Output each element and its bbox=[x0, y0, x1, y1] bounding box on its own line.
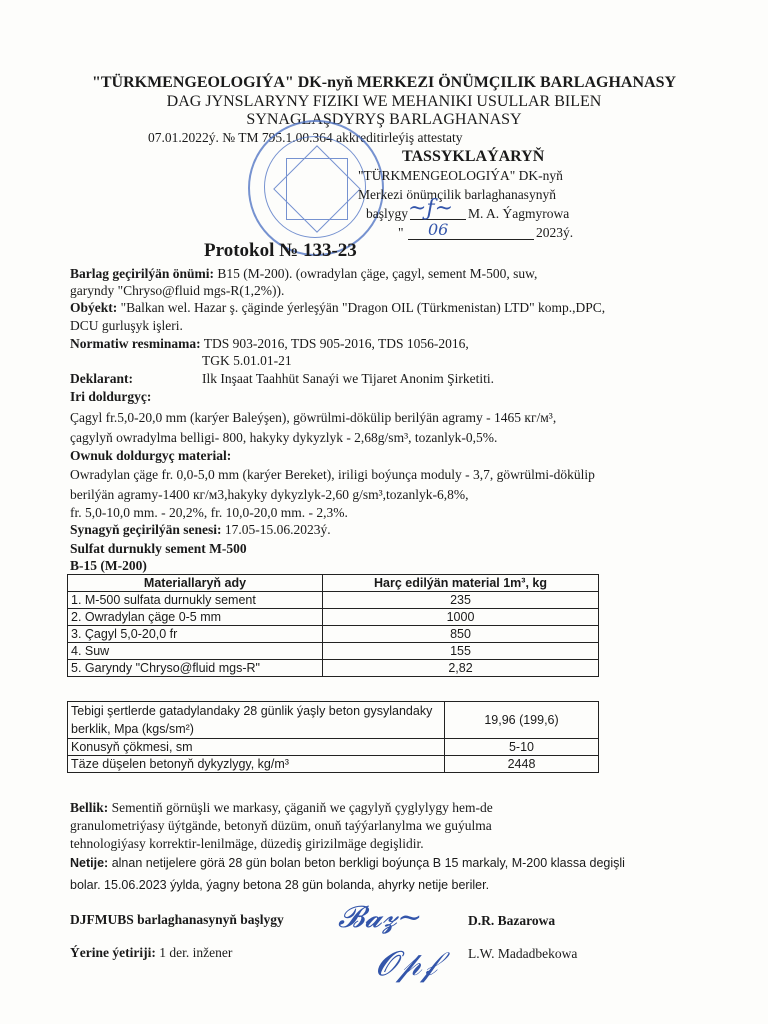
table-row: Konusyň çökmesi, sm 5-10 bbox=[68, 739, 599, 756]
executor-name: L.W. Madadbekowa bbox=[468, 946, 578, 961]
materials-header-name: Materiallaryň ady bbox=[68, 575, 323, 592]
approval-org-1: "TÜRKMENGEOLOGIÝA" DK-nyň bbox=[358, 168, 563, 183]
lab-subtitle-1: DAG JYNSLARYNY FIZIKI WE MEHANIKI USULLAR BILEN bbox=[166, 93, 602, 110]
note-line-2: granulometriýasy üýtgände, betonyň düzüm, onuň taýýarlanylma we guýulma bbox=[70, 818, 492, 833]
approval-date-year: 2023ý. bbox=[536, 225, 574, 240]
result-line-1: Netije: alnan netijelere görä 28 gün bolan beton berkligi boýunça B 15 markaly, M-200 klassa degişli bbox=[70, 856, 625, 870]
cement-label: Sulfat durnukly sement M-500 bbox=[70, 541, 247, 556]
norm-field: Normatiw resminama: TDS 903-2016, TDS 905-2016, TDS 1056-2016, bbox=[70, 336, 469, 351]
object-field-cont: DCU gurluşyk işleri. bbox=[70, 318, 183, 333]
declarant-label: Deklarant: bbox=[70, 371, 133, 386]
declarant-value: Ilk Inşaat Taahhüt Sanaýi we Tijaret Anonim Şirketiti. bbox=[202, 371, 495, 386]
table-row: 2. Owradylan çäge 0-5 mm 1000 bbox=[68, 609, 599, 626]
coarse-aggregate-line-2: çagylyň owradylma belligi- 800, hakyky dykyzlyk - 2,68g/sm³, tozanlyk-0,5%. bbox=[70, 430, 498, 445]
table-row: Täze düşelen betonyň dykyzlygy, kg/m³ 2448 bbox=[68, 756, 599, 773]
coarse-aggregate-line-1: Çagyl fr.5,0-20,0 mm (karýer Baleýşen), göwrülmi-dökülip berilýän agramy - 1465 кг/м³, bbox=[70, 410, 557, 425]
protocol-title: Protokol № 133-23 bbox=[204, 240, 357, 261]
approval-position: başlygy bbox=[366, 206, 408, 221]
head-signature-label: DJFMUBS barlaghanasynyň başlygy bbox=[70, 912, 284, 927]
materials-table bbox=[67, 574, 599, 677]
coarse-aggregate-label: Iri doldurgyç: bbox=[70, 389, 152, 404]
approval-title: TASSYKLAÝARYŇ bbox=[402, 148, 545, 165]
fine-aggregate-line-3: fr. 5,0-10,0 mm. - 20,2%, fr. 10,0-20,0 mm. - 2,3%. bbox=[70, 505, 348, 520]
approval-date-month: 06 bbox=[428, 220, 449, 239]
attestation-line: 07.01.2022ý. № TM 795.1.00.364 akkreditirleýiş attestaty bbox=[148, 130, 463, 145]
table-row: 4. Suw 155 bbox=[68, 643, 599, 660]
product-field-cont: garyndy "Chryso@fluid mgs-R(1,2%)). bbox=[70, 283, 285, 298]
results-table bbox=[67, 701, 599, 773]
fine-aggregate-label: Ownuk doldurgyç material: bbox=[70, 448, 232, 463]
approval-date-line bbox=[408, 239, 534, 240]
table-row: 1. M-500 sulfata durnukly sement 235 bbox=[68, 592, 599, 609]
note-line-3: tehnologiýasy korrektir-lenilmäge, düzediş girizilmäge degişlidir. bbox=[70, 836, 424, 851]
fine-aggregate-line-2: berilýän agramy-1400 кг/м3,hakyky dykyzlyk-2,60 g/sm³,tozanlyk-6,8%, bbox=[70, 487, 469, 502]
materials-header-amount: Harç edilýän material 1m³, kg bbox=[323, 575, 599, 592]
table-row: 3. Çagyl 5,0-20,0 fr 850 bbox=[68, 626, 599, 643]
grade-label: B-15 (M-200) bbox=[70, 558, 147, 573]
approver-signature: ~ƒ~ bbox=[408, 196, 454, 221]
product-field: Barlag geçirilýän önümi: B15 (M-200). (owradylan çäge, çagyl, sement M-500, suw, bbox=[70, 266, 538, 281]
head-signature: 𝓑𝓪𝔃~ bbox=[338, 900, 423, 935]
table-row: 5. Garyndy "Chryso@fluid mgs-R" 2,82 bbox=[68, 660, 599, 677]
approval-date-quote: " bbox=[398, 225, 404, 240]
approval-org-2: Merkezi önümçilik barlaghanasynyň bbox=[358, 187, 556, 202]
lab-subtitle-2: SYNAGLAŞDYRYŞ BARLAGHANASY bbox=[246, 111, 522, 128]
fine-aggregate-line-1: Owradylan çäge fr. 0,0-5,0 mm (karýer Bereket), iriligi boýunça moduly - 3,7, göwrülmi-dökülip bbox=[70, 467, 595, 482]
note-line-1: Bellik: Sementiň görnüşli we markasy, çäganiň we çagylyň çyglylygy hem-de bbox=[70, 800, 493, 815]
executor-signature: 𝓞𝓅𝒻 bbox=[376, 944, 437, 984]
approver-name: M. A. Ýagmyrowa bbox=[468, 206, 570, 221]
lab-name: "TÜRKMENGEOLOGIÝA" DK-nyň MERKEZI ÖNÜMÇILIK BARLAGHANASY bbox=[91, 74, 677, 91]
head-name: D.R. Bazarowa bbox=[468, 913, 556, 928]
norm-field-cont: TGK 5.01.01-21 bbox=[202, 353, 292, 368]
object-field: Obýekt: "Balkan wel. Hazar ş. çäginde ýerleşýän "Dragon OIL (Türkmenistan) LTD" komp.,DPC, bbox=[70, 300, 606, 315]
result-line-2: bolar. 15.06.2023 ýylda, ýagny betona 28 gün bolanda, ahyrky netije beriler. bbox=[70, 878, 490, 892]
materials-table-header bbox=[68, 575, 599, 592]
test-dates-field: Synagyň geçirilýän senesi: 17.05-15.06.2023ý. bbox=[70, 522, 331, 537]
table-row: Tebigi şertlerde gatadylandaky 28 günlik ýaşly beton gysylandaky berklik, Mpa (kgs/sm²) 19,96 (199,6) bbox=[68, 702, 599, 739]
executor-field: Ýerine ýetiriji: 1 der. inžener bbox=[70, 945, 233, 960]
